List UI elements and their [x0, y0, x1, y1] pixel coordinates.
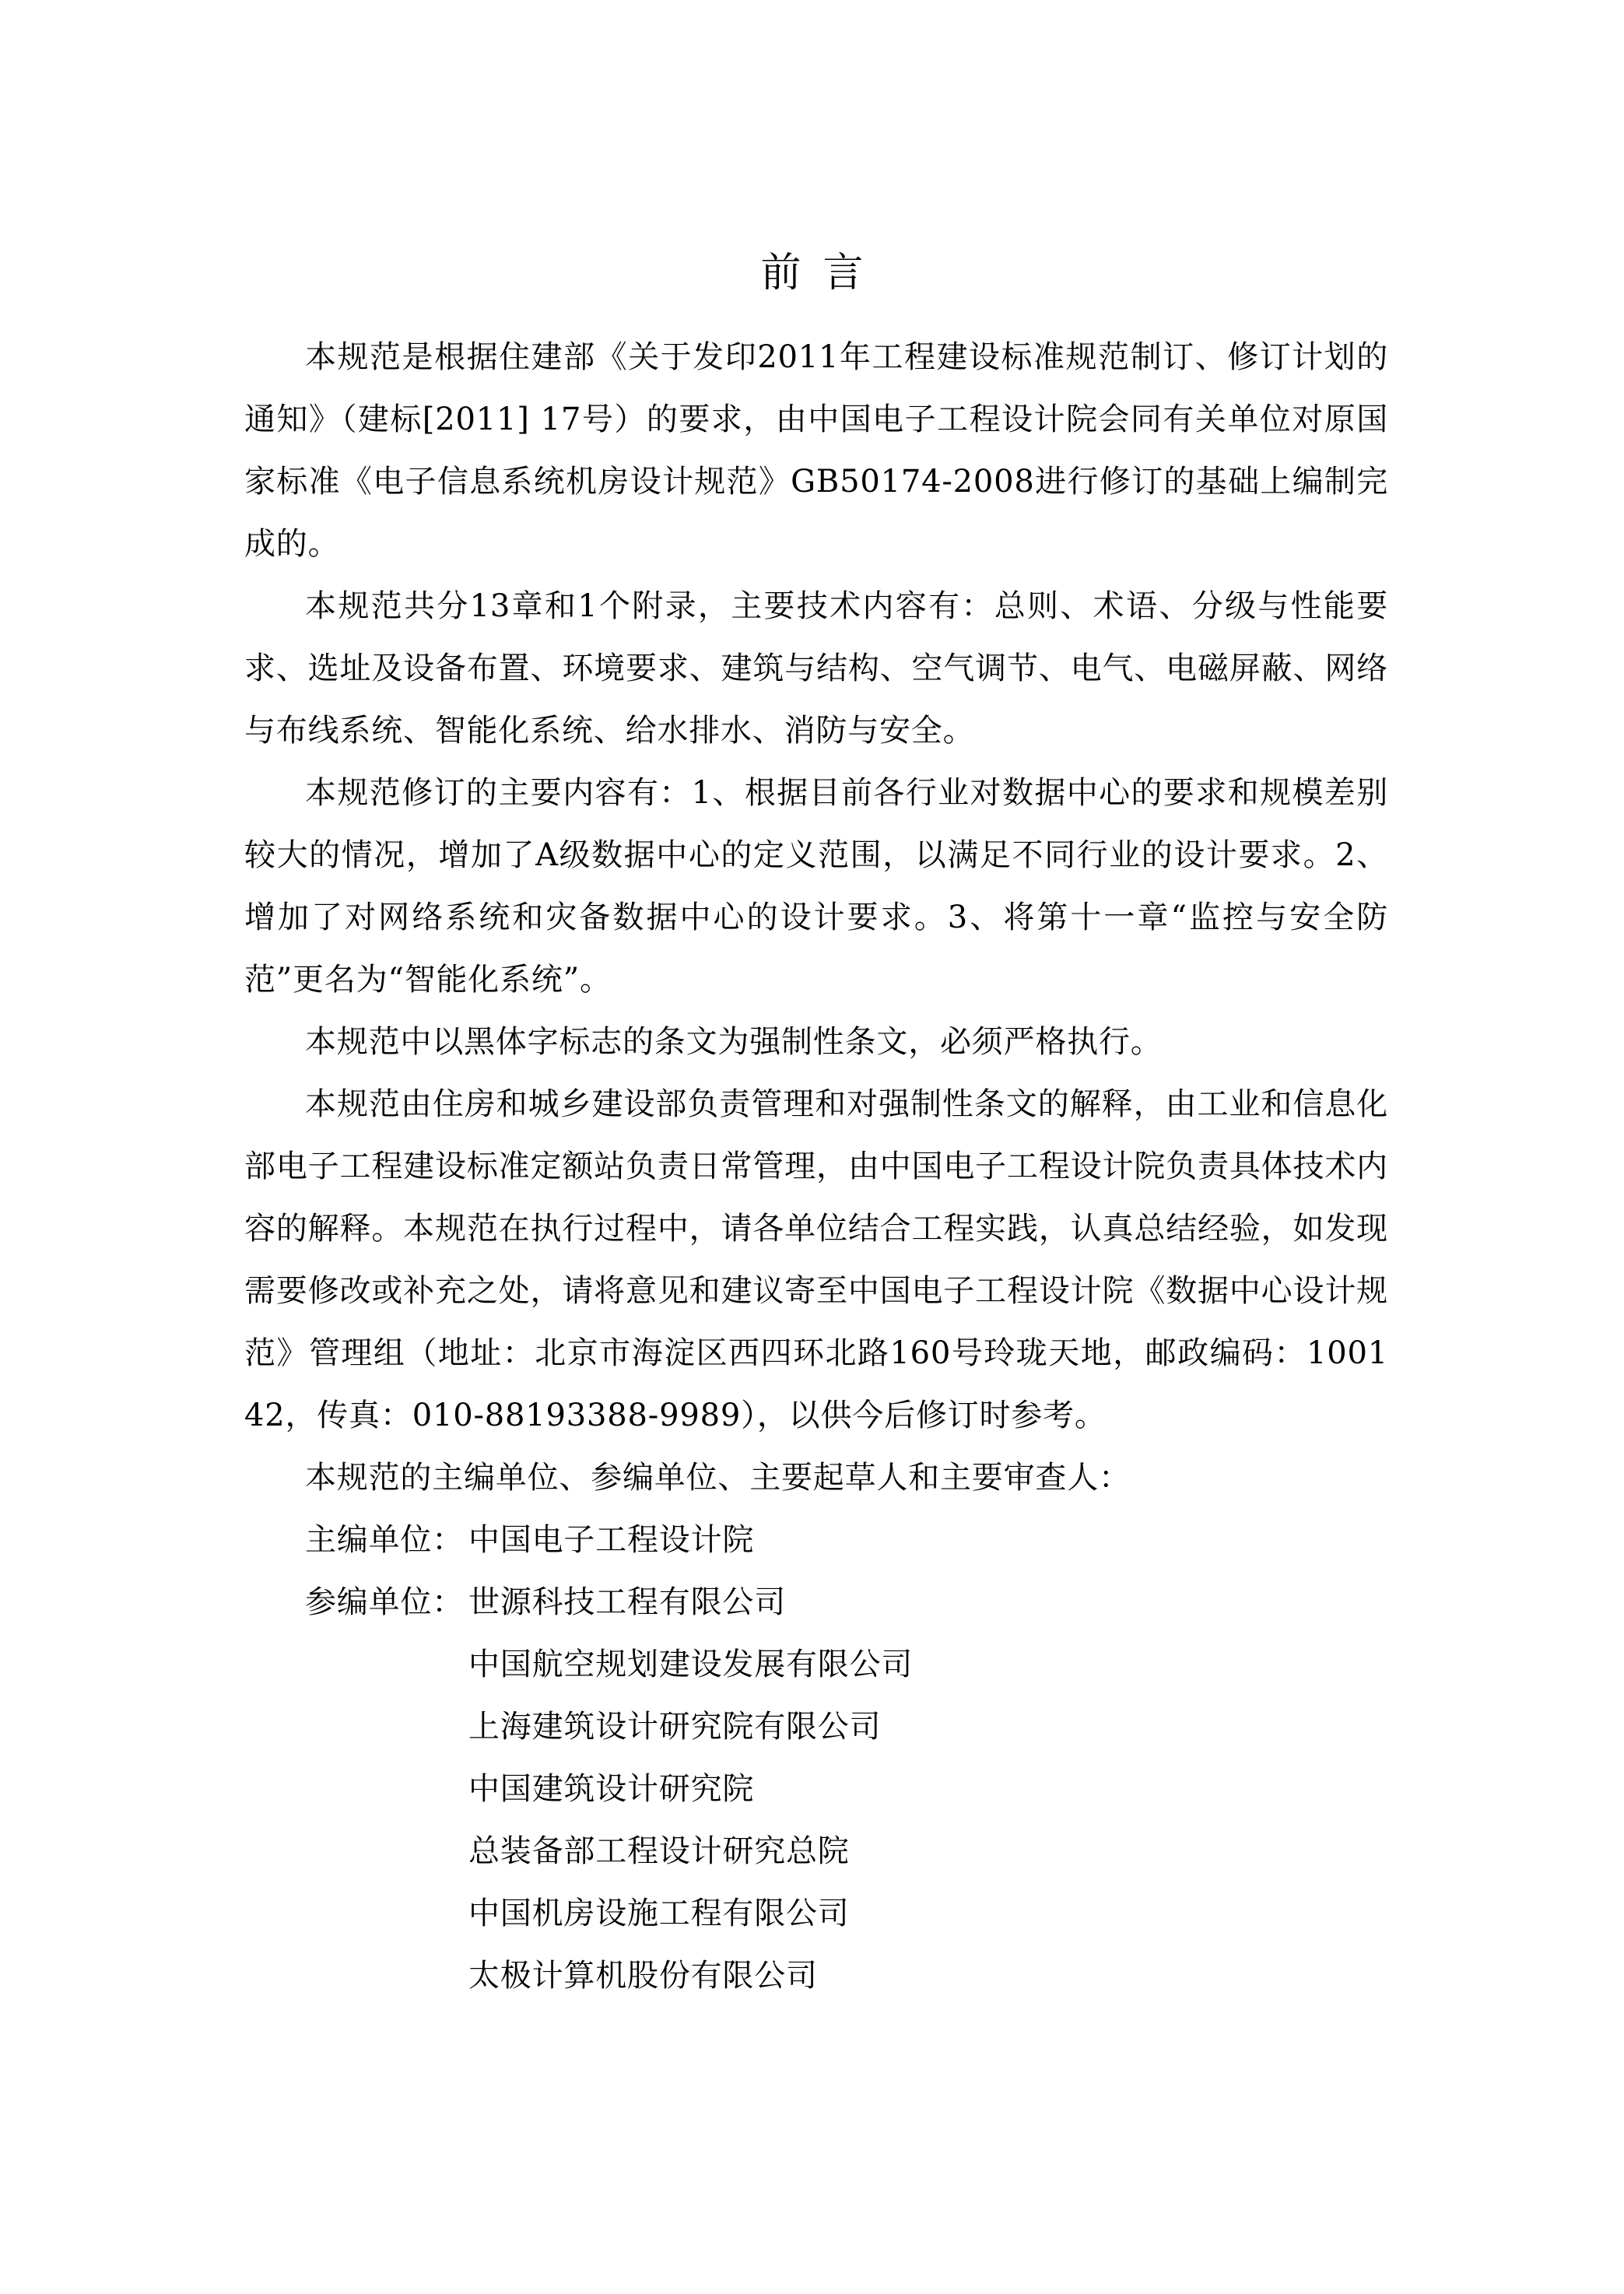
chief-unit-value: 中国电子工程设计院	[468, 1522, 755, 1558]
paragraph-mandatory: 本规范中以黑体字标志的条文为强制性条文，必须严格执行。	[305, 1024, 1163, 1060]
paragraph-contents: 本规范共分13章和1个附录，主要技术内容有：总则、术语、分级与性能要求、选址及设备布置、环境要求、建筑与结构、空气调节、电气、电磁屏蔽、网络与布线系统、智能化系统、给水排水、消防与安全。	[244, 588, 1388, 749]
participating-unit: 上海建筑设计研究院有限公司	[468, 1709, 882, 1745]
participating-unit-row	[244, 1633, 1388, 1696]
paragraph-management: 本规范由住房和城乡建设部负责管理和对强制性条文的解释，由工业和信息化部电子工程建设标准定额站负责日常管理，由中国电子工程设计院负责具体技术内容的解释。本规范在执行过程中，请各单位结合工程实践，认真总结经验，如发现需要修改或补充之处，请将意见和建议寄至中国电子工程设计院《数据中心设计规范》管理组（地址：北京市海淀区西四环北路160号玲珑天地，邮政编码：100142，传真：010-88193388-9989），以供今后修订时参考。	[244, 1086, 1388, 1433]
participating-units-label: 参编单位：	[305, 1584, 464, 1620]
chief-unit-label: 主编单位：	[305, 1522, 464, 1558]
paragraph-basis: 本规范是根据住建部《关于发印2011年工程建设标准规范制订、修订计划的通知》（建标[2011] 17号）的要求，由中国电子工程设计院会同有关单位对原国家标准《电子信息系统机房设计规范》GB50174-2008进行修订的基础上编制完成的。	[244, 339, 1388, 562]
participating-unit: 太极计算机股份有限公司	[468, 1958, 818, 1994]
paragraph-units-intro: 本规范的主编单位、参编单位、主要起草人和主要审查人：	[305, 1460, 1131, 1496]
participating-unit: 世源科技工程有限公司	[468, 1584, 786, 1620]
participating-unit-row	[244, 1758, 1388, 1820]
preface-body	[244, 326, 1388, 2007]
participating-unit: 总装备部工程设计研究总院	[468, 1833, 850, 1869]
paragraph-revisions: 本规范修订的主要内容有：1、根据目前各行业对数据中心的要求和规模差别较大的情况，增加了A级数据中心的定义范围，以满足不同行业的设计要求。2、增加了对网络系统和灾备数据中心的设计要求。3、将第十一章“监控与安全防范”更名为“智能化系统”。	[244, 775, 1388, 998]
participating-unit-row	[244, 1696, 1388, 1758]
participating-unit-row	[244, 1571, 1388, 1633]
participating-unit: 中国航空规划建设发展有限公司	[468, 1647, 914, 1682]
page-title	[0, 247, 1624, 299]
participating-unit-row	[244, 1945, 1388, 2007]
chief-unit-row	[244, 1509, 1388, 1571]
title-char: 言	[823, 250, 864, 296]
participating-unit: 中国机房设施工程有限公司	[468, 1896, 850, 1931]
participating-unit-row	[244, 1820, 1388, 1882]
title-char: 前	[760, 250, 801, 296]
participating-unit: 中国建筑设计研究院	[468, 1771, 755, 1807]
participating-unit-row	[244, 1882, 1388, 1945]
